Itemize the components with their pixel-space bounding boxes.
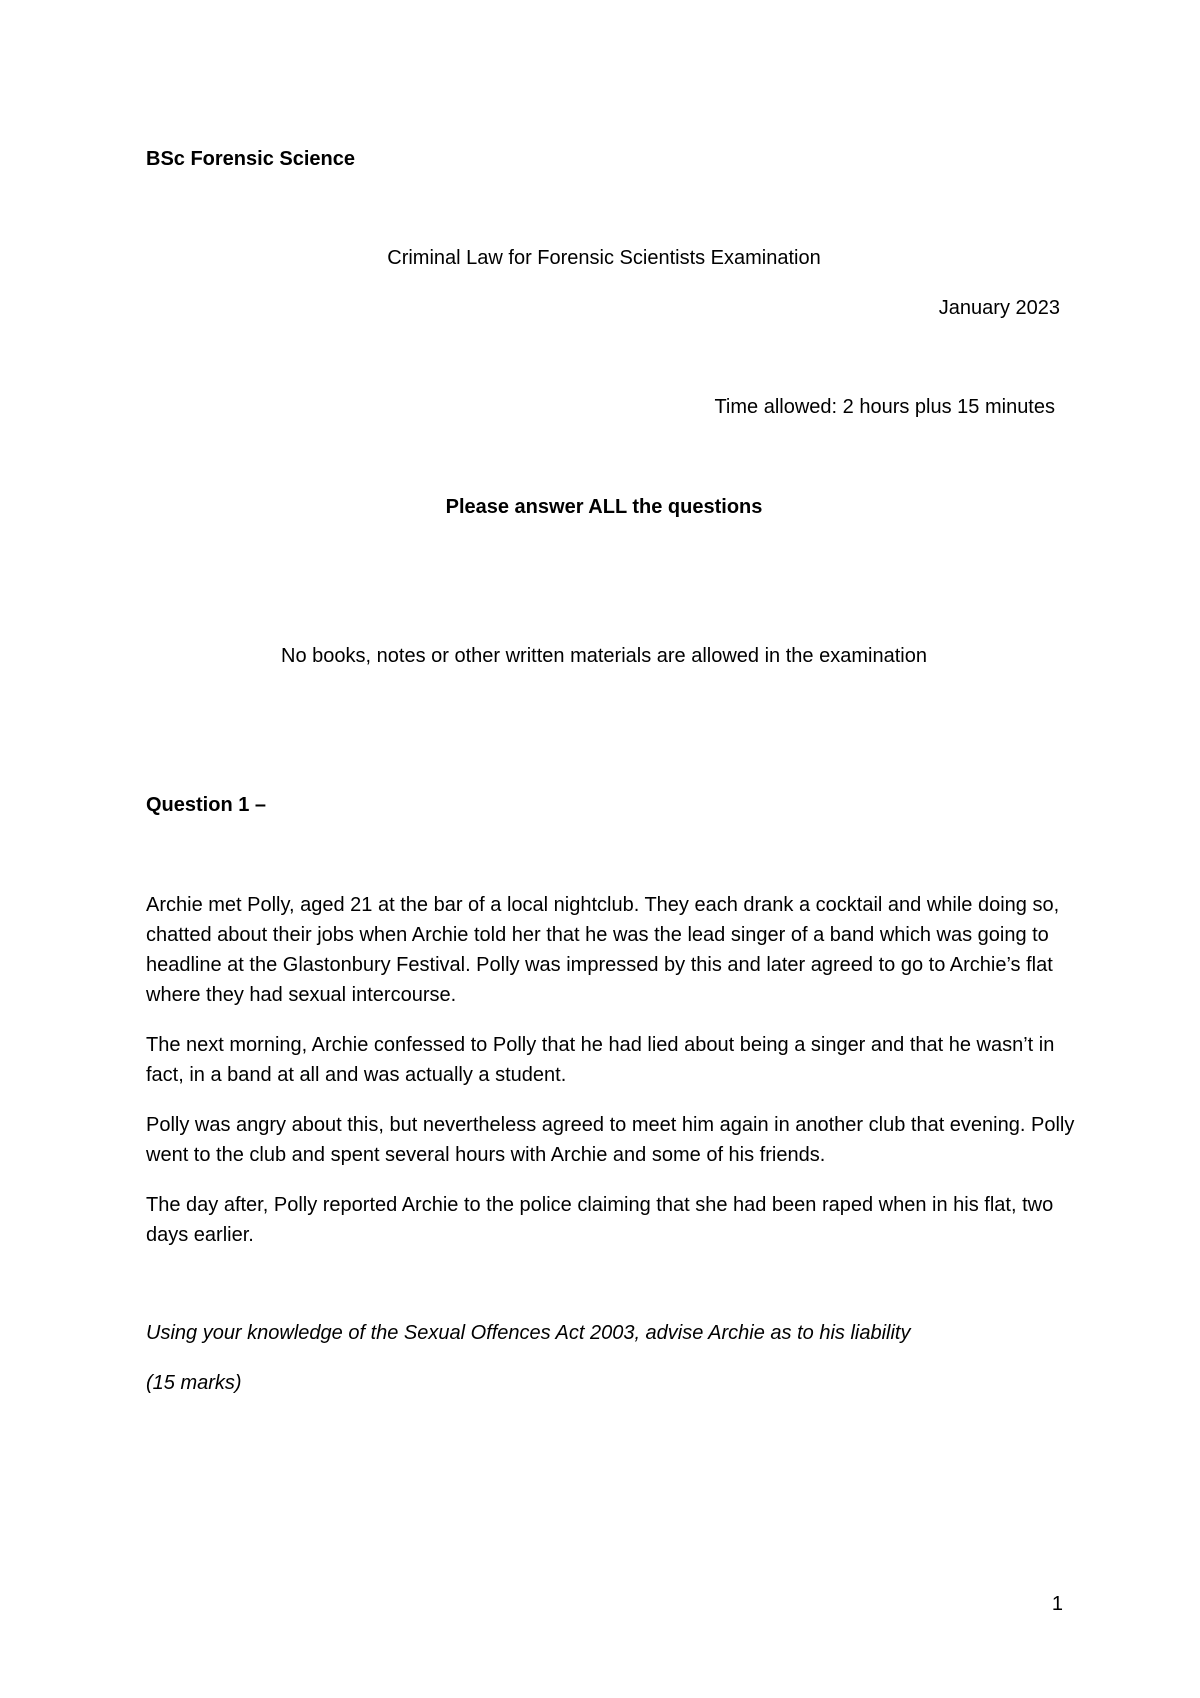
question-1-paragraph-2: The next morning, Archie confessed to Polly that he had lied about being a singer and that he wasn’t in fact, in a band at all and was actually a student. [146, 1034, 1055, 1086]
time-allowed: Time allowed: 2 hours plus 15 minutes [714, 396, 1055, 418]
exam-title: Criminal Law for Forensic Scientists Examination [387, 247, 821, 269]
answer-instruction: Please answer ALL the questions [445, 496, 763, 518]
question-1-marks: (15 marks) [146, 1372, 242, 1394]
question-1-paragraph-1: Archie met Polly, aged 21 at the bar of a local nightclub. They each drank a cocktail and while doing so, chatted about their jobs when Archie told her that he was the lead singer of a band which was going to headline at the Glastonbury Festival. Polly was impressed by this and later agreed to go to Archie’s flat where they had sexual intercourse. [146, 894, 1060, 1006]
exam-date: January 2023 [938, 297, 1060, 319]
question-1-prompt: Using your knowledge of the Sexual Offences Act 2003, advise Archie as to his liability [146, 1322, 911, 1344]
question-1-paragraph-3: Polly was angry about this, but nevertheless agreed to meet him again in another club that evening. Polly went to the club and spent several hours with Archie and some of his friends. [146, 1114, 1075, 1166]
materials-notice: No books, notes or other written materials are allowed in the examination [281, 645, 927, 667]
question-1-paragraph-4: The day after, Polly reported Archie to the police claiming that she had been raped when in his flat, two days earlier. [146, 1194, 1054, 1246]
page-number: 1 [1051, 1593, 1063, 1615]
program-title: BSc Forensic Science [146, 148, 355, 170]
question-1-heading: Question 1 – [146, 794, 267, 816]
